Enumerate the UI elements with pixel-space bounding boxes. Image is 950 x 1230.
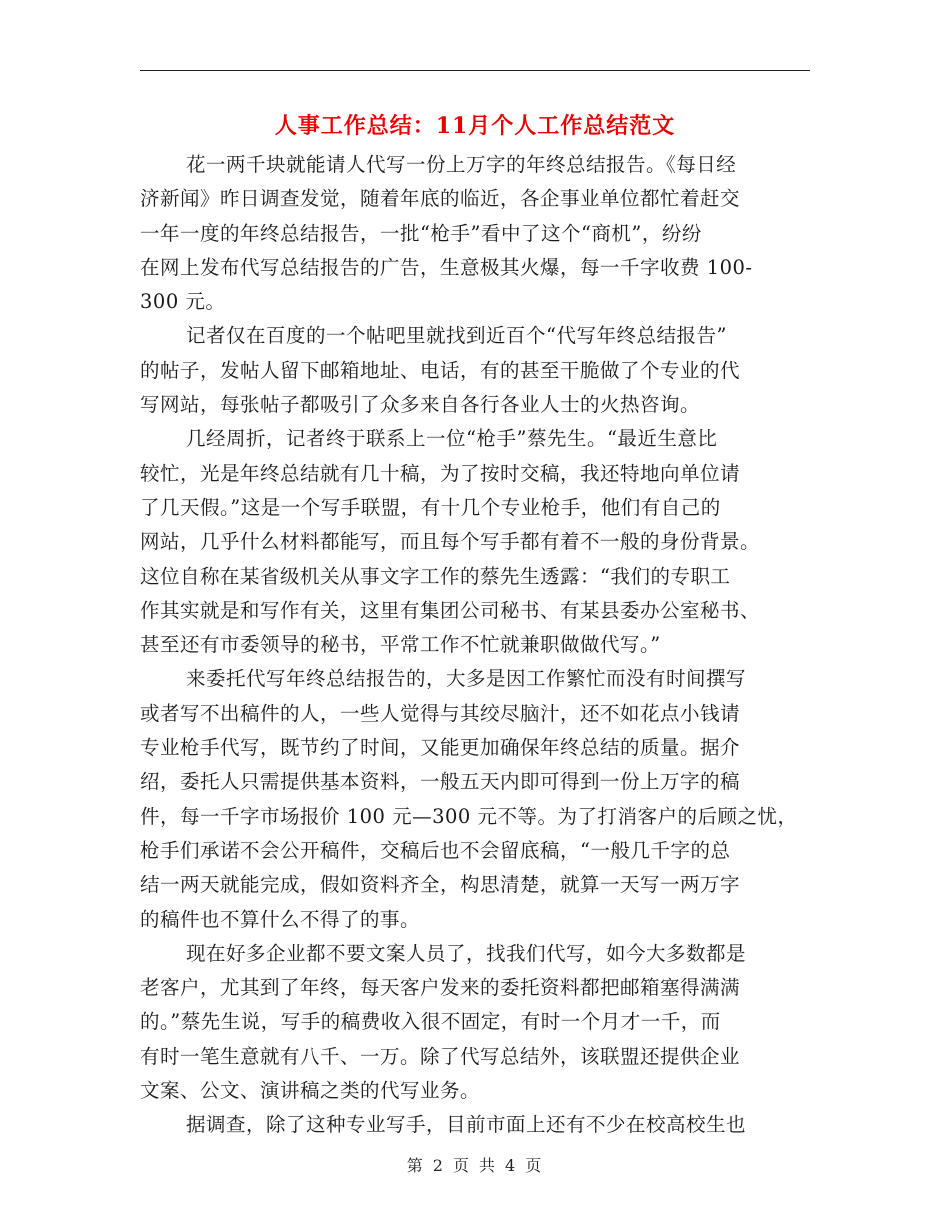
text-line: 写网站，每张帖子都吸引了众多来自各行各业人士的火热咨询。	[140, 393, 701, 417]
text-line: 作其实就是和写作有关，这里有集团公司秘书、有某县委办公室秘书、	[140, 598, 761, 622]
text-line: 的稿件也不算什么不得了的事。	[140, 907, 421, 931]
page-label: 第	[406, 1156, 425, 1175]
text-line: 几经周折，记者终于联系上一位“枪手”蔡先生。“最近生意比	[186, 427, 718, 451]
text-line: 花一两千块就能请人代写一份上万字的年终总结报告。《每日经	[186, 153, 737, 176]
text-line: 一年一度的年终总结报告，一批“枪手”看中了这个“商机”，纷纷	[140, 221, 702, 245]
header-rule	[140, 70, 810, 71]
text-line: 了几天假。”这是一个写手联盟，有十几个专业枪手，他们有自己的	[140, 495, 721, 519]
page-current: 2	[432, 1156, 445, 1175]
page-total: 4	[505, 1156, 518, 1175]
text-line: 有时一笔生意就有八千、一万。除了代写总结外，该联盟还提供企业	[140, 1044, 741, 1068]
text-line: 文案、公文、演讲稿之类的代写业务。	[140, 1079, 481, 1103]
text-line: 件，每一千字市场报价 100 元—300 元不等。为了打消客户的后顾之忧，	[140, 804, 798, 828]
text-line: 结一两天就能完成，假如资料齐全，构思清楚，就算一天写一两万字	[140, 873, 741, 897]
page-unit: 页	[452, 1156, 471, 1175]
text-line: 较忙，光是年终总结就有几十稿，为了按时交稿，我还特地向单位请	[140, 461, 741, 485]
text-line: 的。”蔡先生说，写手的稿费收入很不固定，有时一个月才一千，而	[140, 1010, 721, 1034]
total-unit: 页	[525, 1156, 544, 1175]
text-line: 或者写不出稿件的人，一些人觉得与其绞尽脑汁，还不如花点小钱请	[140, 701, 741, 725]
document-body	[140, 148, 810, 1143]
text-line: 这位自称在某省级机关从事文字工作的蔡先生透露：“我们的专职工	[140, 564, 731, 588]
text-line: 甚至还有市委领导的秘书，平常工作不忙就兼职做做代写。”	[140, 633, 661, 657]
text-line: 记者仅在百度的一个帖吧里就找到近百个“代写年终总结报告”	[186, 324, 727, 348]
text-line: 老客户，尤其到了年终，每天客户发来的委托资料都把邮箱塞得满满	[140, 976, 741, 1000]
page-footer	[0, 1153, 950, 1176]
text-line: 枪手们承诺不会公开稿件，交稿后也不会留底稿，“一般几千字的总	[140, 838, 731, 862]
text-line: 现在好多企业都不要文案人员了，找我们代写，如今大多数都是	[186, 941, 747, 965]
text-line: 300 元。	[140, 290, 226, 314]
text-line: 的帖子，发帖人留下邮箱地址、电话，有的甚至干脆做了个专业的代	[140, 358, 741, 382]
text-line: 在网上发布代写总结报告的广告，生意极其火爆，每一千字收费 100-	[140, 255, 753, 279]
text-line: 绍，委托人只需提供基本资料，一般五天内即可得到一份上万字的稿	[140, 770, 741, 794]
document-title: 人事工作总结：11月个人工作总结范文	[274, 113, 676, 139]
total-label: 共	[479, 1156, 498, 1175]
text-line: 网站，几乎什么材料都能写，而且每个写手都有着不一般的身份背景。	[140, 530, 761, 554]
text-line: 来委托代写年终总结报告的，大多是因工作繁忙而没有时间撰写	[186, 667, 747, 691]
text-line: 专业枪手代写，既节约了时间，又能更加确保年终总结的质量。据介	[140, 736, 741, 760]
text-line: 济新闻》昨日调查发觉，随着年底的临近，各企事业单位都忙着赶交	[140, 187, 741, 211]
text-line: 据调查，除了这种专业写手，目前市面上还有不少在校高校生也	[186, 1113, 747, 1137]
